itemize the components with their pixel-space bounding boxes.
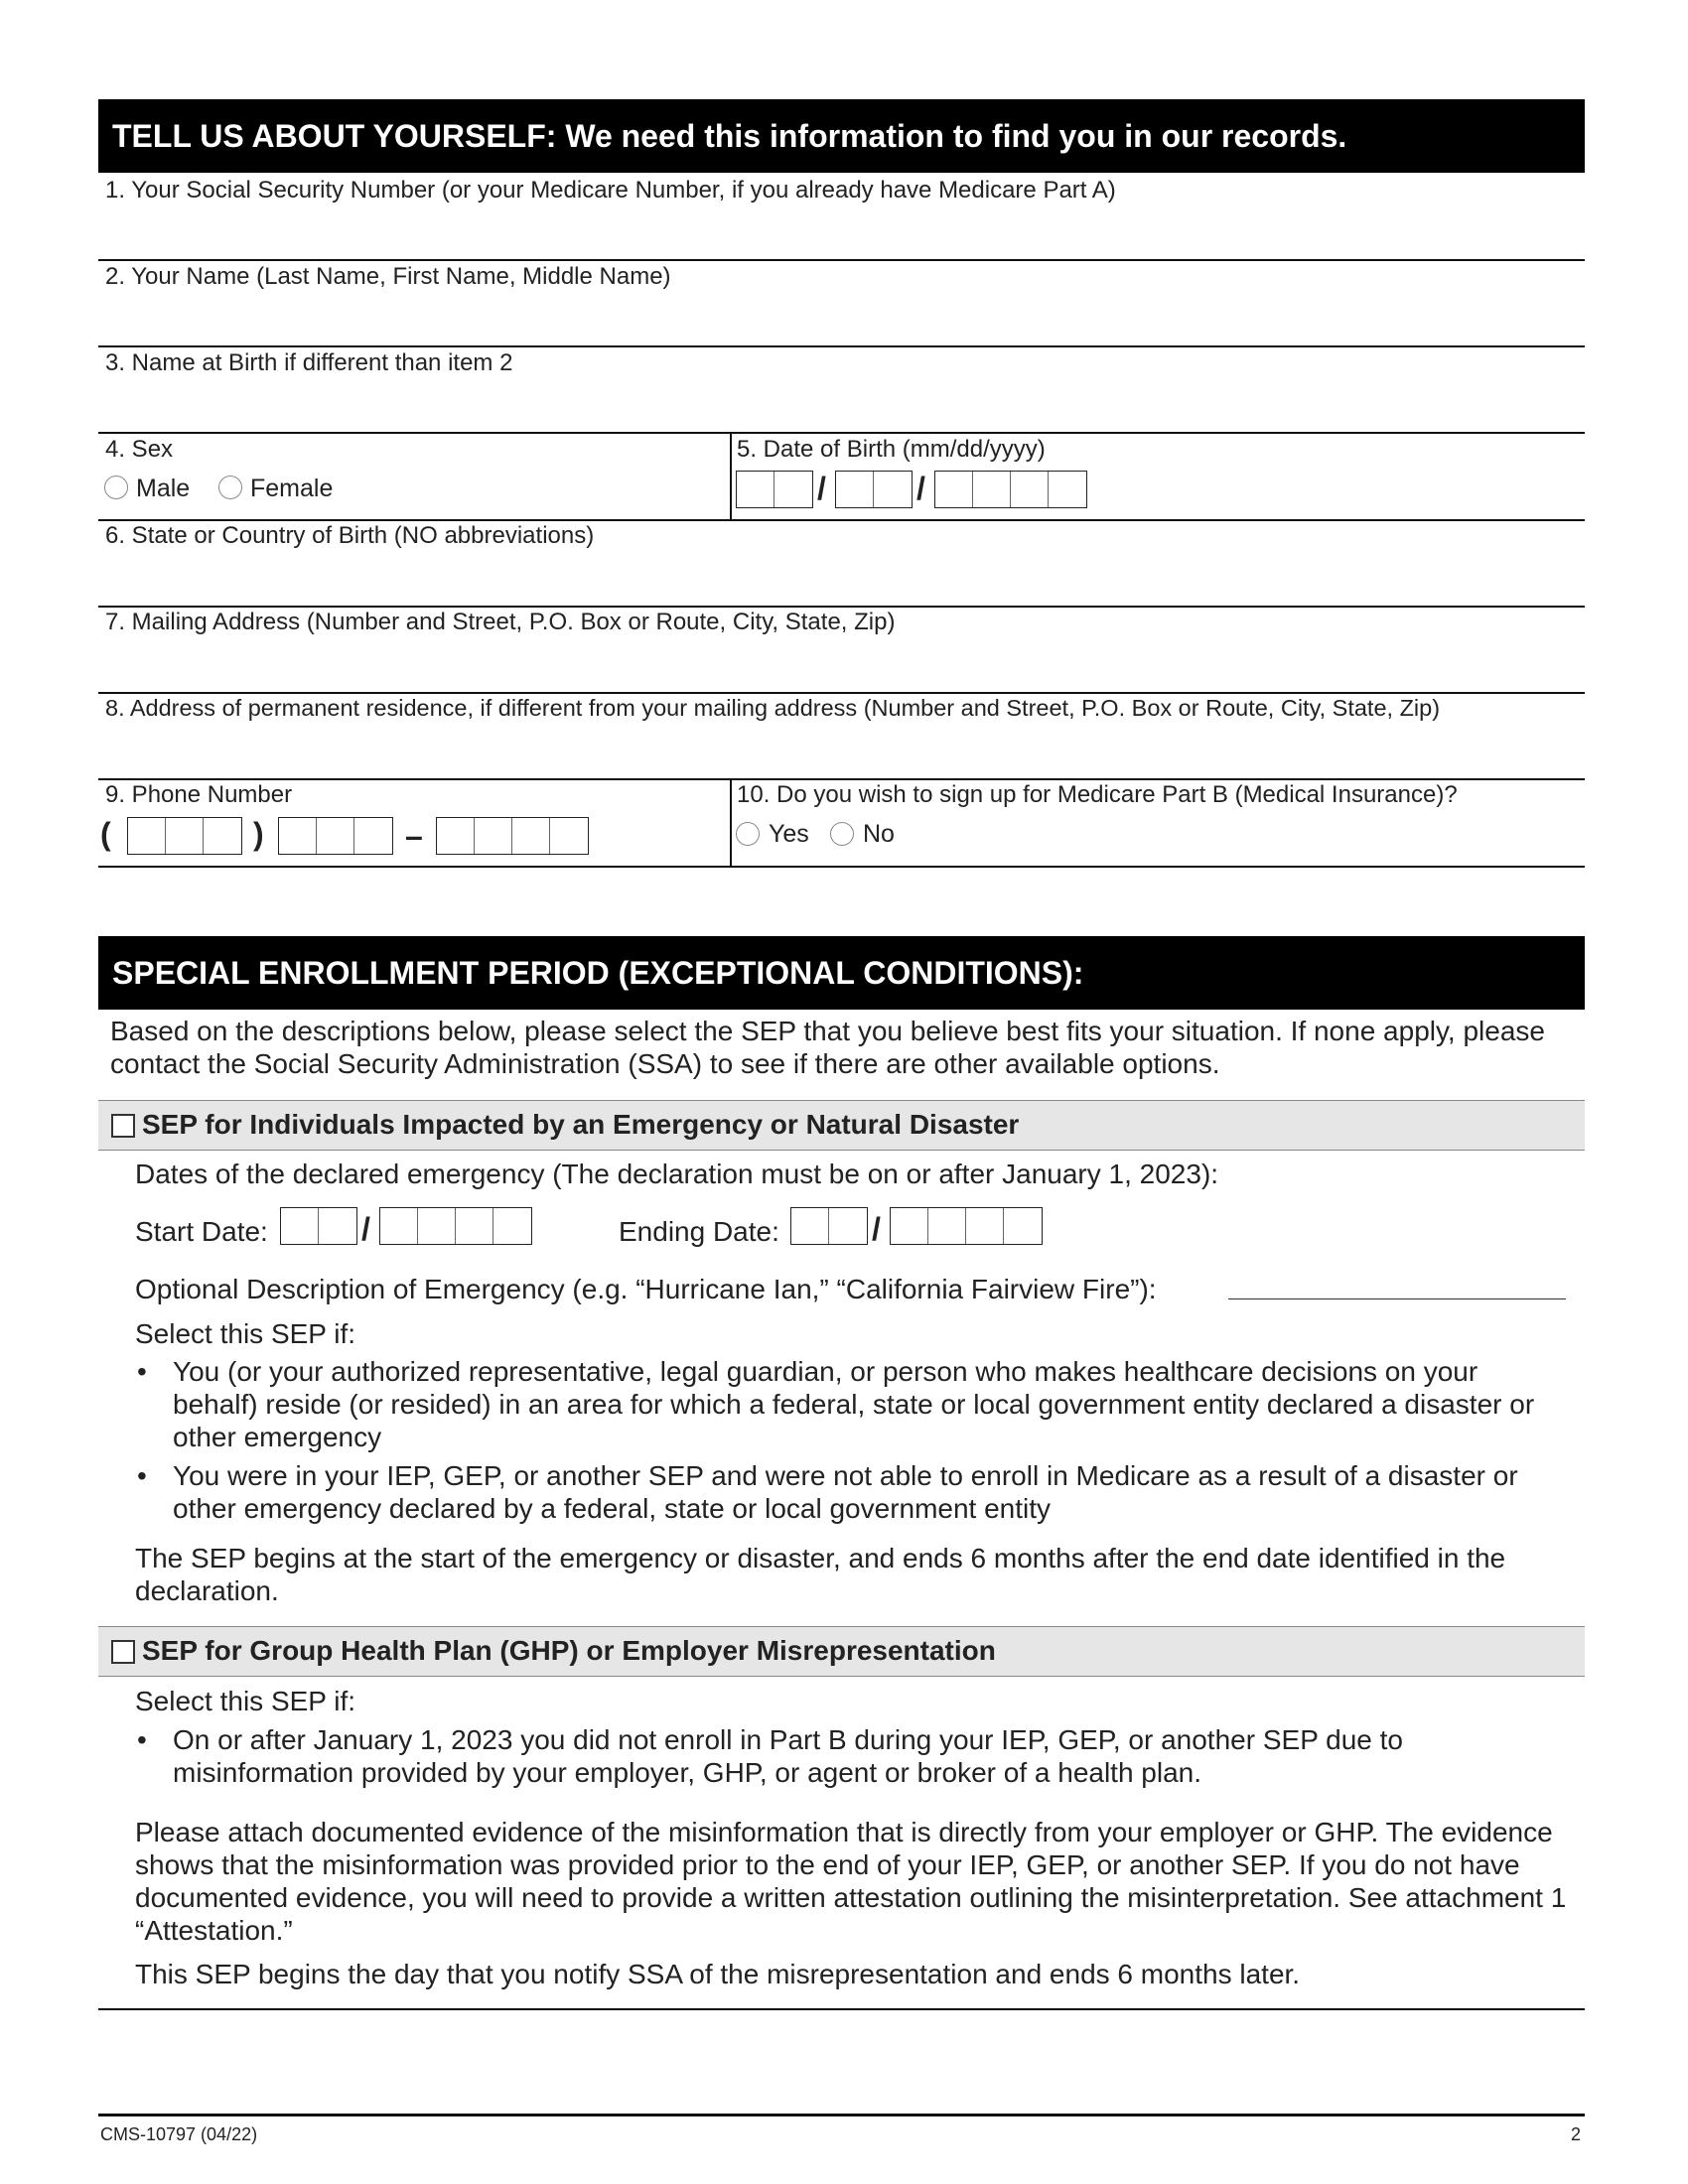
divider bbox=[98, 519, 1585, 521]
sep1-dates-text: Dates of the declared emergency (The declaration must be on or after January 1, 2023): bbox=[135, 1159, 1219, 1189]
sep1-select-if: Select this SEP if: bbox=[135, 1318, 356, 1349]
part-b-no-label: No bbox=[863, 820, 895, 848]
sex-male-label: Male bbox=[136, 475, 191, 502]
sep1-start-label: Start Date: bbox=[135, 1216, 268, 1247]
q1-label: 1. Your Social Security Number (or your Medicare Number, if you already have Medicare Part A) bbox=[105, 177, 1116, 204]
phone-open-paren: ( bbox=[100, 816, 111, 852]
date-slash: / bbox=[361, 1211, 370, 1247]
sep2-select-if: Select this SEP if: bbox=[135, 1686, 356, 1716]
q3-label: 3. Name at Birth if different than item 2 bbox=[105, 349, 513, 376]
q5-label: 5. Date of Birth (mm/dd/yyyy) bbox=[737, 436, 1046, 463]
phone-prefix-boxes[interactable] bbox=[278, 817, 393, 855]
ssn-input[interactable] bbox=[98, 204, 1585, 258]
divider bbox=[98, 606, 1585, 608]
q7-label: 7. Mailing Address (Number and Street, P.O. Box or Route, City, State, Zip) bbox=[105, 609, 896, 635]
divider bbox=[98, 345, 1585, 347]
birth-place-input[interactable] bbox=[98, 550, 1585, 605]
sex-male-radio[interactable] bbox=[104, 476, 128, 499]
sep1-closing-text: The SEP begins at the start of the emergency or disaster, and ends 6 months after the end date identified in the declaration. bbox=[135, 1543, 1506, 1606]
sep2-evidence-text: Please attach documented evidence of the misinformation that is directly from your employer or GHP. The evidence shows that the misinformation was provided prior to the end of your IEP, GEP, or another SEP. If you do not have documented evidence, you will need to provide a written attestation outlining the misinterpretation. See attachment 1 “Attestation.” bbox=[135, 1817, 1567, 1946]
sep1-end-month-boxes[interactable] bbox=[790, 1207, 868, 1245]
list-item: • You (or your authorized representative, legal guardian, or person who makes healthcare decisions on your behalf) reside (or resided) in an area for which a federal, state or local government entity declared a disaster or other emergency bbox=[135, 1355, 1565, 1453]
divider bbox=[98, 432, 1585, 434]
sep2-bullet-list bbox=[135, 1723, 1565, 1795]
q9-label: 9. Phone Number bbox=[105, 781, 293, 808]
q8-label: 8. Address of permanent residence, if different from your mailing address (Number and Street, P.O. Box or Route, City, State, Zip) bbox=[105, 695, 1441, 721]
part-b-yes-label: Yes bbox=[769, 820, 809, 848]
sep1-bullet-list bbox=[135, 1355, 1565, 1531]
part-b-yes-radio[interactable] bbox=[736, 822, 760, 846]
sep1-start-year-boxes[interactable] bbox=[379, 1207, 532, 1245]
sep1-end-year-boxes[interactable] bbox=[890, 1207, 1043, 1245]
dob-day-boxes[interactable] bbox=[835, 471, 913, 508]
form-id: CMS-10797 (04/22) bbox=[100, 2124, 258, 2144]
part-b-no-radio[interactable] bbox=[830, 822, 854, 846]
sep-intro-text: Based on the descriptions below, please select the SEP that you believe best fits your situation. If none apply, please contact the Social Security Administration (SSA) to see if there are other available options. bbox=[110, 1016, 1545, 1079]
sep2-checkbox[interactable] bbox=[111, 1640, 135, 1664]
q4-label: 4. Sex bbox=[105, 436, 174, 463]
divider bbox=[98, 259, 1585, 261]
q10-label: 10. Do you wish to sign up for Medicare Part B (Medical Insurance)? bbox=[737, 781, 1458, 808]
sep1-start-month-boxes[interactable] bbox=[280, 1207, 357, 1245]
dob-slash: / bbox=[817, 471, 826, 506]
phone-dash: – bbox=[405, 818, 423, 854]
emergency-description-input[interactable] bbox=[1228, 1298, 1566, 1299]
phone-close-paren: ) bbox=[253, 816, 264, 852]
residence-address-input[interactable] bbox=[98, 724, 1585, 778]
dob-slash: / bbox=[916, 471, 925, 506]
list-item: • You were in your IEP, GEP, or another SEP and were not able to enroll in Medicare as a result of a disaster or other emergency declared by a federal, state or local government entity bbox=[135, 1459, 1565, 1525]
mailing-address-input[interactable] bbox=[98, 636, 1585, 691]
section-header-sep: SPECIAL ENROLLMENT PERIOD (EXCEPTIONAL CONDITIONS): bbox=[98, 936, 1585, 1010]
sep2-title: SEP for Group Health Plan (GHP) or Employer Misrepresentation bbox=[142, 1635, 996, 1666]
sep1-optional-description-label: Optional Description of Emergency (e.g. “Hurricane Ian,” “California Fairview Fire”): bbox=[135, 1274, 1157, 1304]
sep1-end-label: Ending Date: bbox=[619, 1216, 779, 1247]
sep2-closing-text: This SEP begins the day that you notify SSA of the misrepresentation and ends 6 months later. bbox=[135, 1959, 1301, 1989]
page-number: 2 bbox=[1571, 2124, 1582, 2144]
divider bbox=[98, 778, 1585, 780]
column-divider bbox=[730, 433, 732, 520]
phone-line-boxes[interactable] bbox=[436, 817, 589, 855]
sep1-title: SEP for Individuals Impacted by an Emergency or Natural Disaster bbox=[142, 1109, 1020, 1140]
list-item: • On or after January 1, 2023 you did not enroll in Part B during your IEP, GEP, or another SEP due to misinformation provided by your employer, GHP, or agent or broker of a health plan. bbox=[135, 1723, 1565, 1789]
divider bbox=[98, 866, 1585, 868]
divider bbox=[98, 692, 1585, 694]
dob-month-boxes[interactable] bbox=[736, 471, 813, 508]
footer-rule bbox=[98, 2114, 1585, 2116]
q2-label: 2. Your Name (Last Name, First Name, Middle Name) bbox=[105, 263, 671, 290]
divider bbox=[98, 2008, 1585, 2010]
sep1-checkbox[interactable] bbox=[111, 1114, 135, 1138]
dob-year-boxes[interactable] bbox=[934, 471, 1087, 508]
phone-area-code-boxes[interactable] bbox=[127, 817, 242, 855]
column-divider bbox=[730, 779, 732, 867]
birth-name-input[interactable] bbox=[98, 377, 1585, 432]
sex-female-label: Female bbox=[250, 475, 334, 502]
q6-label: 6. State or Country of Birth (NO abbreviations) bbox=[105, 522, 595, 549]
sex-female-radio[interactable] bbox=[218, 476, 242, 499]
section-header-about-yourself: TELL US ABOUT YOURSELF: We need this information to find you in our records. bbox=[98, 99, 1585, 173]
name-input[interactable] bbox=[98, 291, 1585, 345]
date-slash: / bbox=[872, 1211, 881, 1247]
